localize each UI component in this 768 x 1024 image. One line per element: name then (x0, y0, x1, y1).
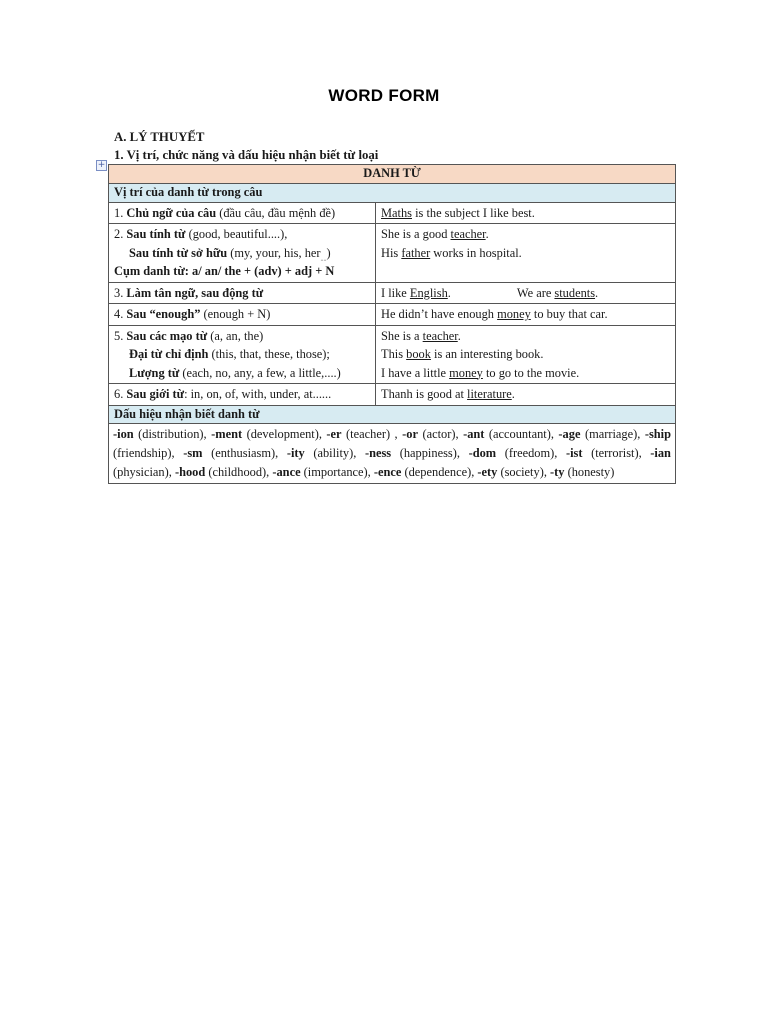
rule-cell (109, 325, 376, 384)
rule-line: 3. Làm tân ngữ, sau động từ (114, 285, 264, 300)
rule-line: 1. Chủ ngữ của câu (đầu câu, đầu mệnh đề) (114, 205, 336, 220)
sub-heading: 1. Vị trí, chức năng và dấu hiệu nhận biết từ loại (114, 148, 379, 162)
signs-header: Dấu hiệu nhận biết danh từ (109, 405, 676, 424)
suffix-item: -ant (accountant), (463, 427, 559, 441)
suffix-item: -dom (freedom), (468, 446, 566, 460)
table-row (109, 282, 676, 304)
example-cell (376, 325, 676, 384)
position-header-row (109, 184, 676, 203)
suffix-item: -ance (importance), (272, 465, 374, 479)
rule-cell (109, 304, 376, 326)
suffix-item: -ship (friendship), (113, 427, 671, 460)
example-line: Maths is the subject I like best. (381, 205, 535, 220)
rule-line: Cụm danh từ: a/ an/ the + (adv) + adj + N (114, 264, 335, 278)
suffix-item: -age (marriage), (558, 427, 645, 441)
example-line: She is a good teacher. (381, 227, 489, 241)
suffix-row (109, 424, 676, 484)
suffix-item: -or (actor), (402, 427, 464, 441)
table-row (109, 224, 676, 283)
example-cell (376, 304, 676, 326)
suffix-item: -ence (dependence), (373, 465, 478, 479)
suffix-item: -ty (honesty) (550, 465, 615, 479)
suffix-item: -hood (childhood), (174, 465, 273, 479)
suffix-item: -er (teacher) , (326, 427, 403, 441)
example-line: This book is an interesting book. (381, 347, 544, 361)
rule-line: 2. Sau tính từ (good, beautiful....), (114, 227, 288, 241)
suffix-item: -ian (physician), (113, 446, 671, 479)
example-line: He didn’t have enough money to buy that car. (381, 307, 608, 321)
table-row (109, 384, 676, 406)
example-line: His father works in hospital. (381, 245, 522, 260)
rule-line: 4. Sau “enough” (enough + N) (114, 307, 271, 321)
suffix-list (109, 424, 676, 484)
example-cell (376, 282, 676, 304)
rule-line: 5. Sau các mạo từ (a, an, the) (114, 328, 264, 343)
example-line: She is a teacher. (381, 328, 461, 343)
page-title: WORD FORM (328, 86, 440, 105)
suffix-item: -ity (ability), (286, 446, 365, 460)
rule-line: Sau tính từ sở hữu (my, your, his, her$_{....}$) (129, 245, 331, 262)
suffix-item: -ion (distribution), (113, 427, 212, 441)
signs-header-row (109, 405, 676, 424)
example-line: Thanh is good at literature. (381, 387, 515, 401)
table-row (109, 304, 676, 326)
rule-line: Đại từ chỉ định (this, that, these, those); (129, 347, 330, 361)
rule-cell (109, 384, 376, 406)
rule-line: Lượng từ (each, no, any, a few, a little,....) (129, 365, 341, 380)
example-cell (376, 202, 676, 224)
example-line: I have a little money to go to the movie. (381, 365, 580, 380)
rule-cell (109, 282, 376, 304)
table-title-row (109, 165, 676, 184)
suffix-item: -ness (happiness), (364, 446, 469, 460)
position-header: Vị trí của danh từ trong câu (109, 184, 676, 203)
example-line: I like English. We are students. (381, 285, 599, 300)
example-cell (376, 224, 676, 283)
suffix-item: -ety (society), (477, 465, 551, 479)
suffix-item: -ment (development), (211, 427, 327, 441)
table-move-handle-icon[interactable]: + (97, 160, 106, 170)
suffix-item: -ist (terrorist), (565, 446, 651, 460)
suffix-item: -sm (enthusiasm), (183, 446, 287, 460)
example-cell (376, 384, 676, 406)
rule-line: 6. Sau giới từ: in, on, of, with, under, at...... (114, 387, 332, 401)
rule-cell (109, 224, 376, 283)
table-row (109, 325, 676, 384)
scanned-theory-excerpt (97, 130, 676, 484)
table-title: DANH TỪ (109, 165, 676, 184)
rule-cell (109, 202, 376, 224)
section-heading: A. LÝ THUYẾT (114, 130, 205, 144)
table-row (109, 202, 676, 224)
noun-table (108, 164, 676, 484)
